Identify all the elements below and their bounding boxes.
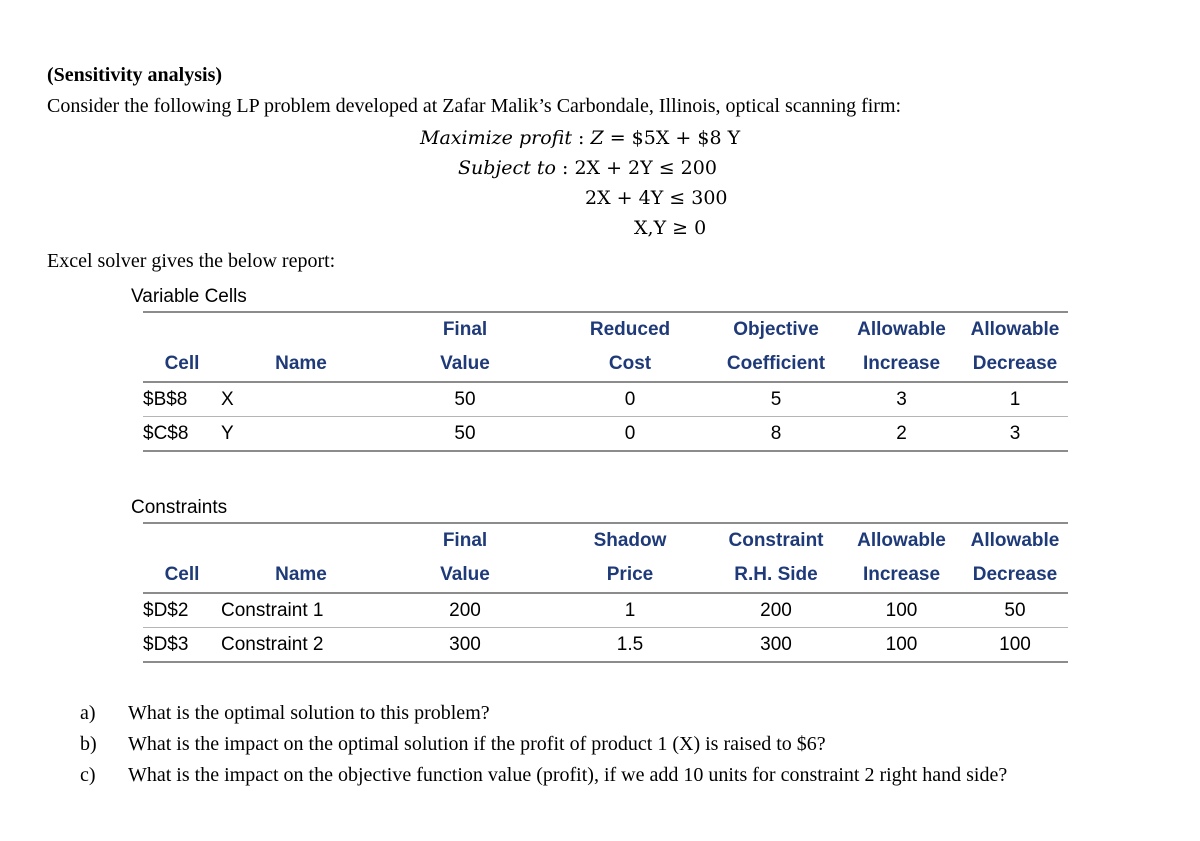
problem-intro: Consider the following LP problem developed at Zafar Malik’s Carbondale, Illinois, optical scanning firm: — [47, 95, 902, 117]
objective-coefficient: 8 — [711, 417, 841, 452]
objective-lead: Maximize profit — [420, 127, 572, 149]
header-row-bottom — [143, 347, 1068, 382]
header-decrease: Decrease — [962, 558, 1068, 593]
header-increase: Increase — [841, 347, 962, 382]
variable-cells-title: Variable Cells — [131, 286, 247, 307]
header-cell: Cell — [143, 558, 221, 593]
header-name: Name — [221, 558, 381, 593]
header-cell-blank — [143, 312, 221, 347]
reduced-cost: 0 — [549, 417, 711, 452]
header-value: Value — [381, 558, 549, 593]
question-item — [80, 698, 1120, 729]
constraints-table — [143, 522, 1068, 663]
question-text: What is the impact on the optimal solution if the profit of product 1 (X) is raised to $6? — [128, 733, 826, 755]
constraint-1-expression: 2X + 2Y ≤ 200 — [574, 157, 717, 179]
allowable-increase: 100 — [841, 628, 962, 663]
header-name-blank — [221, 523, 381, 558]
header-row-top — [143, 312, 1068, 347]
variable-name: Y — [221, 417, 381, 452]
rh-side: 300 — [711, 628, 841, 663]
header-increase: Increase — [841, 558, 962, 593]
table-row — [143, 382, 1068, 417]
allowable-decrease: 100 — [962, 628, 1068, 663]
header-decrease: Decrease — [962, 347, 1068, 382]
table-row — [143, 593, 1068, 628]
header-final: Final — [381, 523, 549, 558]
cell-reference: $D$3 — [143, 628, 221, 663]
header-name: Name — [221, 347, 381, 382]
header-allowable-decrease-top: Allowable — [962, 312, 1068, 347]
subject-to-label: Subject to — [458, 157, 556, 179]
variable-name: X — [221, 382, 381, 417]
header-allowable-decrease-top: Allowable — [962, 523, 1068, 558]
allowable-increase: 3 — [841, 382, 962, 417]
header-value: Value — [381, 347, 549, 382]
question-text: What is the optimal solution to this problem? — [128, 702, 490, 724]
objective-colon: : — [571, 127, 591, 149]
constraints-title: Constraints — [131, 497, 228, 518]
header-allowable-increase-top: Allowable — [841, 312, 962, 347]
objective-expression: = $5X + $8 Y — [603, 127, 741, 149]
subject-to-colon: : — [555, 157, 575, 179]
header-rh-side: R.H. Side — [711, 558, 841, 593]
shadow-price: 1.5 — [549, 628, 711, 663]
question-item — [80, 729, 1120, 760]
table-row — [143, 417, 1068, 452]
solver-note: Excel solver gives the below report: — [47, 250, 336, 272]
constraint-name: Constraint 2 — [221, 628, 381, 663]
problem-heading: (Sensitivity analysis) — [47, 64, 223, 86]
rh-side: 200 — [711, 593, 841, 628]
header-cell-blank — [143, 523, 221, 558]
header-shadow: Shadow — [549, 523, 711, 558]
question-text: What is the impact on the objective function value (profit), if we add 10 units for constraint 2 right hand side? — [128, 764, 1008, 786]
header-cell: Cell — [143, 347, 221, 382]
header-reduced: Reduced — [549, 312, 711, 347]
header-allowable-increase-top: Allowable — [841, 523, 962, 558]
header-row-bottom — [143, 558, 1068, 593]
shadow-price: 1 — [549, 593, 711, 628]
cell-reference: $C$8 — [143, 417, 221, 452]
final-value: 200 — [381, 593, 549, 628]
nonnegativity-line: X,Y ≥ 0 — [634, 217, 707, 239]
reduced-cost: 0 — [549, 382, 711, 417]
variable-cells-table — [143, 311, 1068, 452]
question-item — [80, 760, 1120, 791]
final-value: 300 — [381, 628, 549, 663]
allowable-decrease: 3 — [962, 417, 1068, 452]
question-label: a) — [80, 702, 96, 724]
final-value: 50 — [381, 417, 549, 452]
constraint-name: Constraint 1 — [221, 593, 381, 628]
cell-reference: $B$8 — [143, 382, 221, 417]
constraint-2-line: 2X + 4Y ≤ 300 — [585, 187, 728, 209]
header-constraint: Constraint — [711, 523, 841, 558]
header-name-blank — [221, 312, 381, 347]
header-price: Price — [549, 558, 711, 593]
allowable-increase: 100 — [841, 593, 962, 628]
question-list — [80, 698, 1120, 791]
cell-reference: $D$2 — [143, 593, 221, 628]
objective-coefficient: 5 — [711, 382, 841, 417]
allowable-decrease: 1 — [962, 382, 1068, 417]
constraint-1-line — [458, 157, 717, 179]
header-final: Final — [381, 312, 549, 347]
final-value: 50 — [381, 382, 549, 417]
header-cost: Cost — [549, 347, 711, 382]
objective-function — [420, 127, 740, 149]
header-coefficient: Coefficient — [711, 347, 841, 382]
table-row — [143, 628, 1068, 663]
allowable-decrease: 50 — [962, 593, 1068, 628]
header-row-top — [143, 523, 1068, 558]
question-label: b) — [80, 733, 97, 755]
header-objective: Objective — [711, 312, 841, 347]
question-label: c) — [80, 764, 96, 786]
objective-var: Z — [590, 127, 604, 149]
allowable-increase: 2 — [841, 417, 962, 452]
